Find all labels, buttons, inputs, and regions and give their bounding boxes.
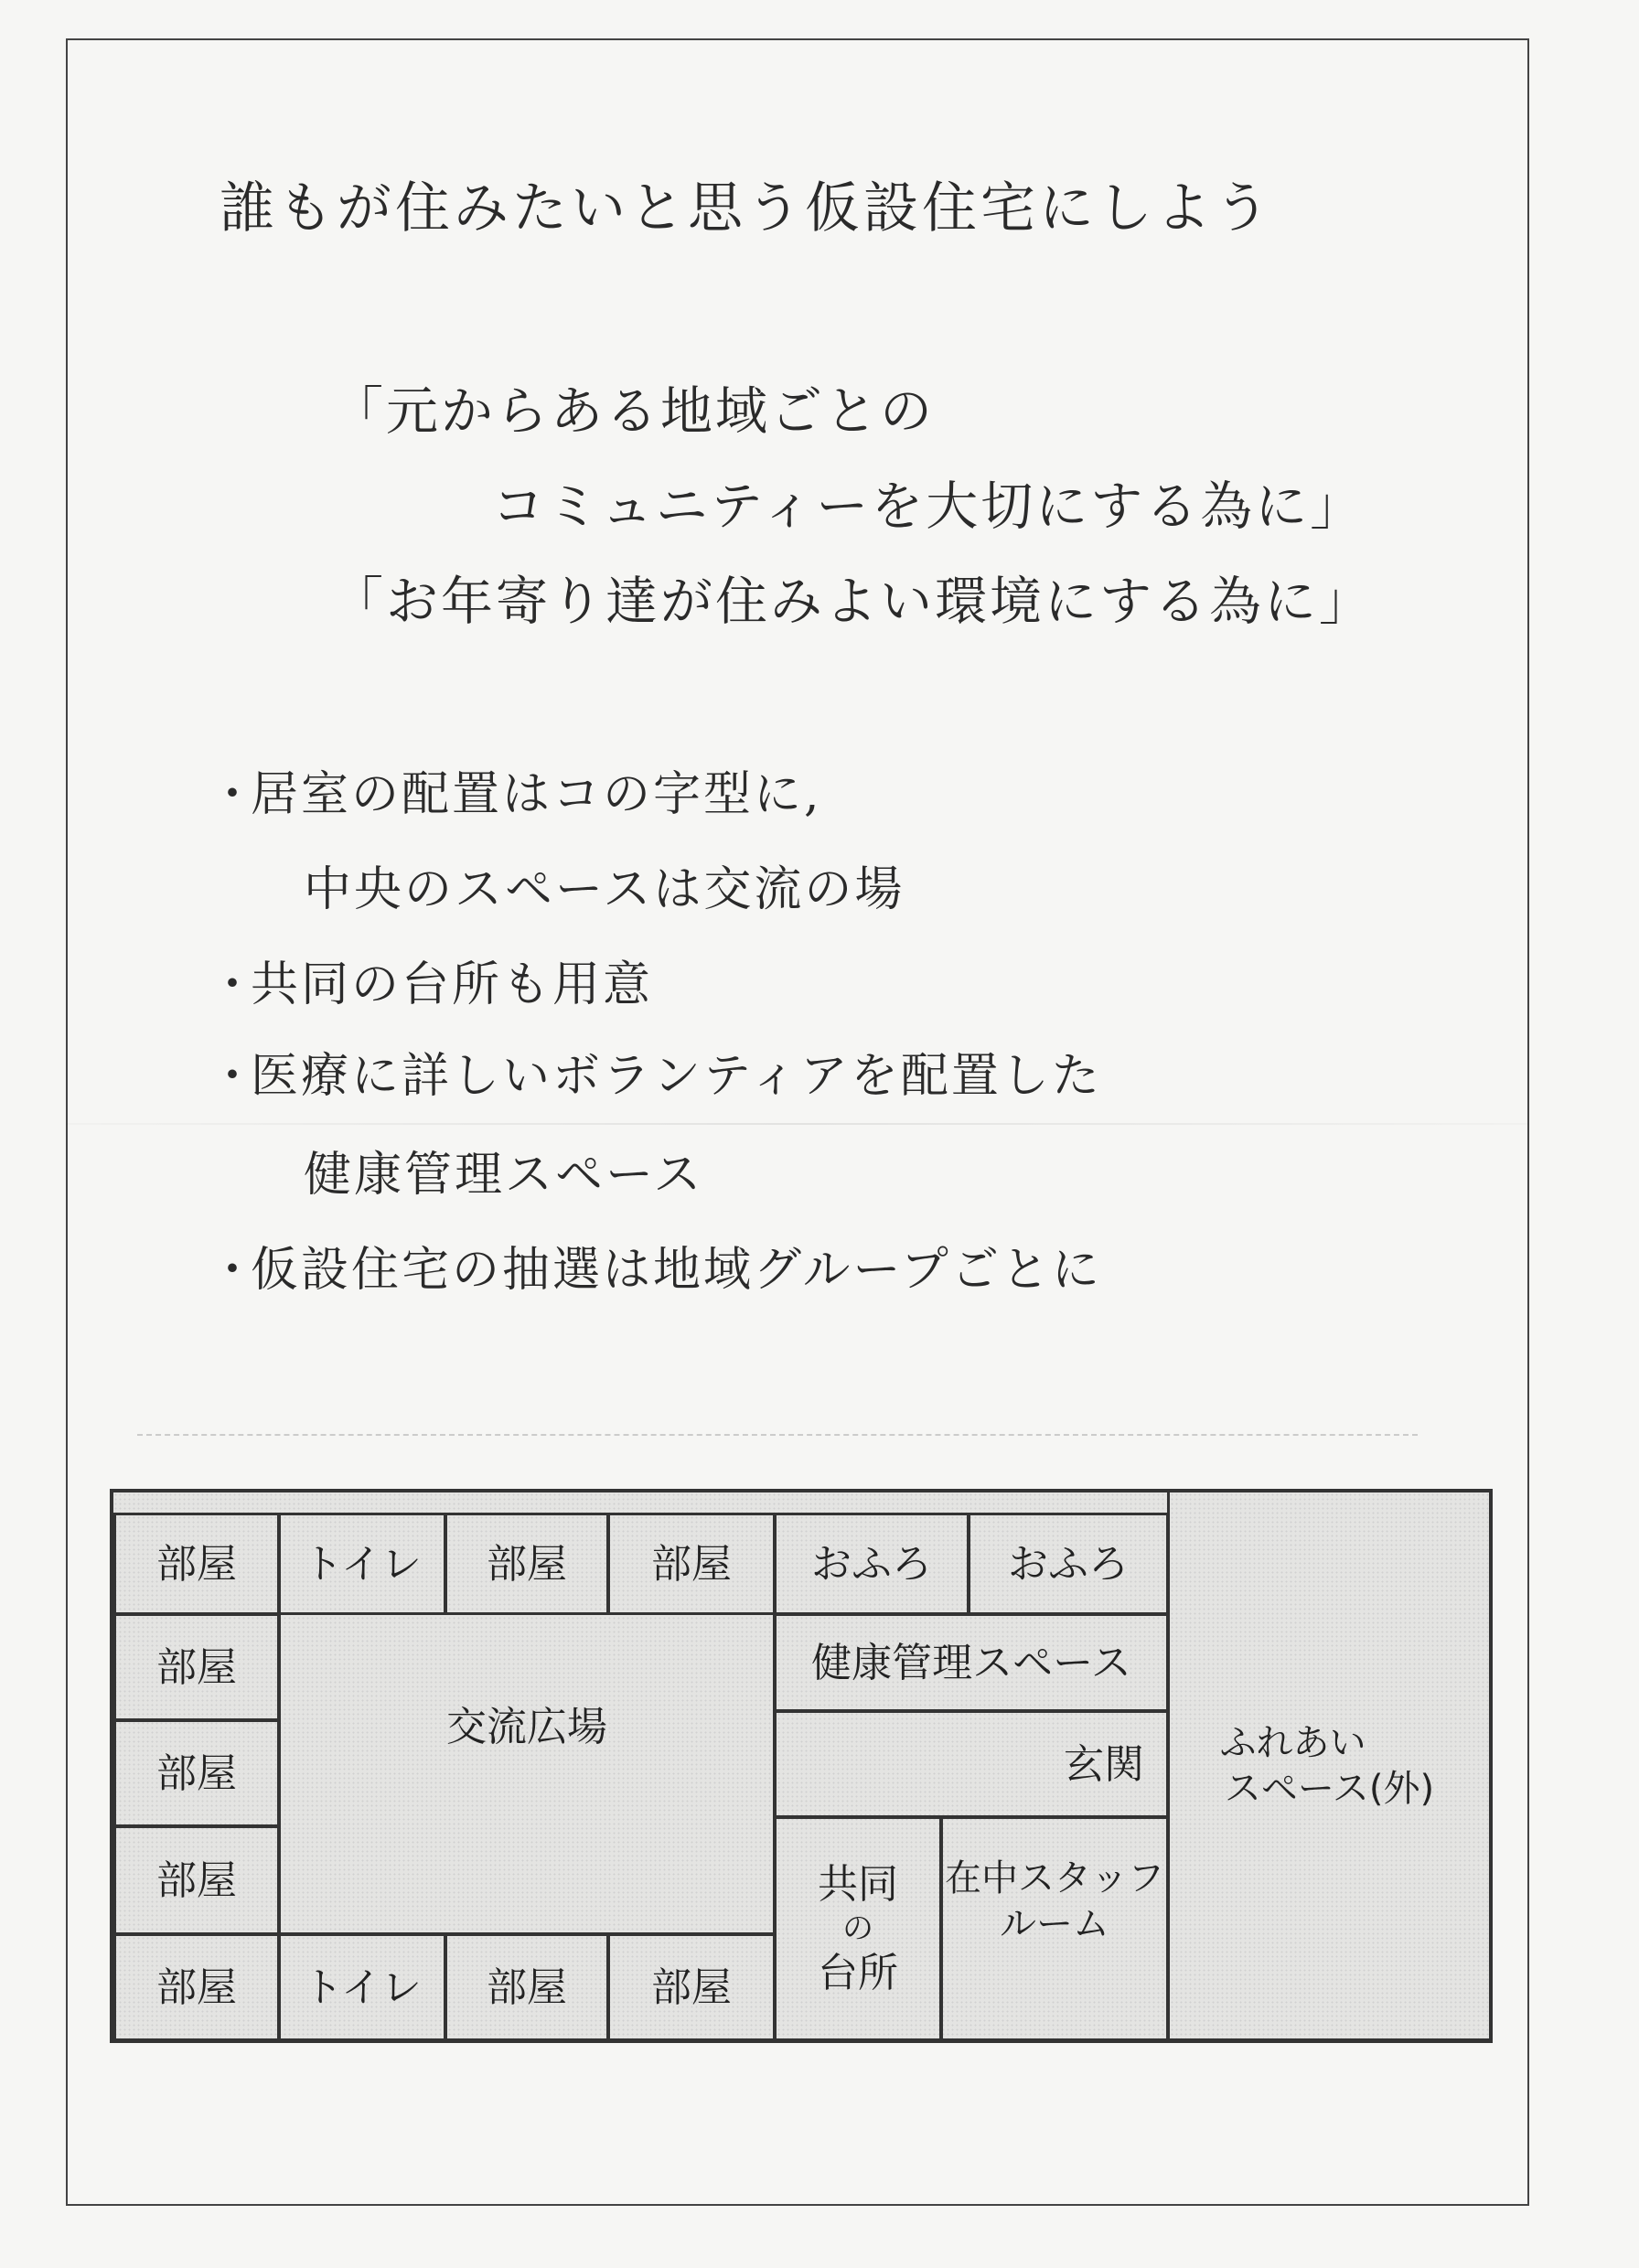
bullet-marker: ・: [209, 1243, 260, 1298]
fold-line: [66, 1123, 1529, 1125]
room-top-2: 部屋: [445, 1513, 609, 1615]
room-bottom-1: 部屋: [113, 1933, 280, 2041]
staff-room: [940, 1816, 1169, 2041]
room-top-1: 部屋: [113, 1513, 280, 1615]
bullet-2-text: 共同の台所も用意: [251, 957, 654, 1012]
bullet-3-text: 医療に詳しいボランティアを配置した: [251, 1049, 1102, 1104]
kitchen-label-2: の: [842, 1910, 873, 1947]
quote-line-1: 「元からある地域ごとの: [331, 381, 935, 442]
bullet-3-continuation: 健康管理スペース: [304, 1148, 704, 1203]
health-space: 健康管理スペース: [774, 1613, 1169, 1712]
staff-room-label-2: ルーム: [1000, 1903, 1109, 1945]
kitchen-label-3: 台所: [818, 1950, 898, 1997]
fureai-space: [1167, 1492, 1489, 2041]
exchange-plaza-label: 交流広場: [446, 1704, 607, 1750]
bullet-4: [209, 1231, 1102, 1300]
toilet-bottom: トイレ: [278, 1933, 446, 2041]
bullet-1-text: 居室の配置はコの字型に,: [251, 767, 822, 822]
bath-1: おふろ: [774, 1513, 969, 1615]
room-bottom-2: 部屋: [445, 1933, 609, 2041]
room-left-1: 部屋: [113, 1613, 280, 1721]
bullet-3: [209, 1037, 1102, 1106]
room-bottom-3: 部屋: [607, 1933, 776, 2041]
bullet-1-continuation: 中央のスペースは交流の場: [304, 862, 905, 917]
floor-plan: [110, 1489, 1493, 2043]
bath-2: おふろ: [968, 1513, 1169, 1615]
room-left-2: 部屋: [113, 1719, 280, 1827]
staff-room-label-1: 在中スタッフ: [945, 1857, 1164, 1899]
quote-line-3: 「お年寄り達が住みよい環境にする為に」: [331, 572, 1374, 632]
bullet-2: [209, 946, 653, 1014]
exchange-plaza: [278, 1613, 776, 1935]
page-title: 誰もが住みたいと思う仮設住宅にしよう: [220, 177, 1273, 241]
bullet-marker: ・: [209, 1049, 260, 1104]
quote-line-2: コミュニティーを大切にする為に」: [492, 476, 1366, 537]
fureai-label-1: ふれあい: [1219, 1721, 1366, 1764]
entrance: 玄関: [774, 1710, 1169, 1818]
bullet-marker: ・: [209, 767, 260, 822]
toilet-top: トイレ: [278, 1513, 446, 1615]
bullet-4-text: 仮設住宅の抽選は地域グループごとに: [251, 1243, 1102, 1298]
bullet-1: [209, 755, 822, 824]
room-top-3: 部屋: [607, 1513, 776, 1615]
shared-kitchen: [774, 1816, 942, 2041]
room-left-3: 部屋: [113, 1825, 280, 1935]
kitchen-label-1: 共同: [818, 1860, 898, 1908]
fureai-label-2: スペース(外): [1224, 1767, 1435, 1810]
bullet-marker: ・: [209, 957, 260, 1012]
separator-line: [137, 1434, 1418, 1436]
